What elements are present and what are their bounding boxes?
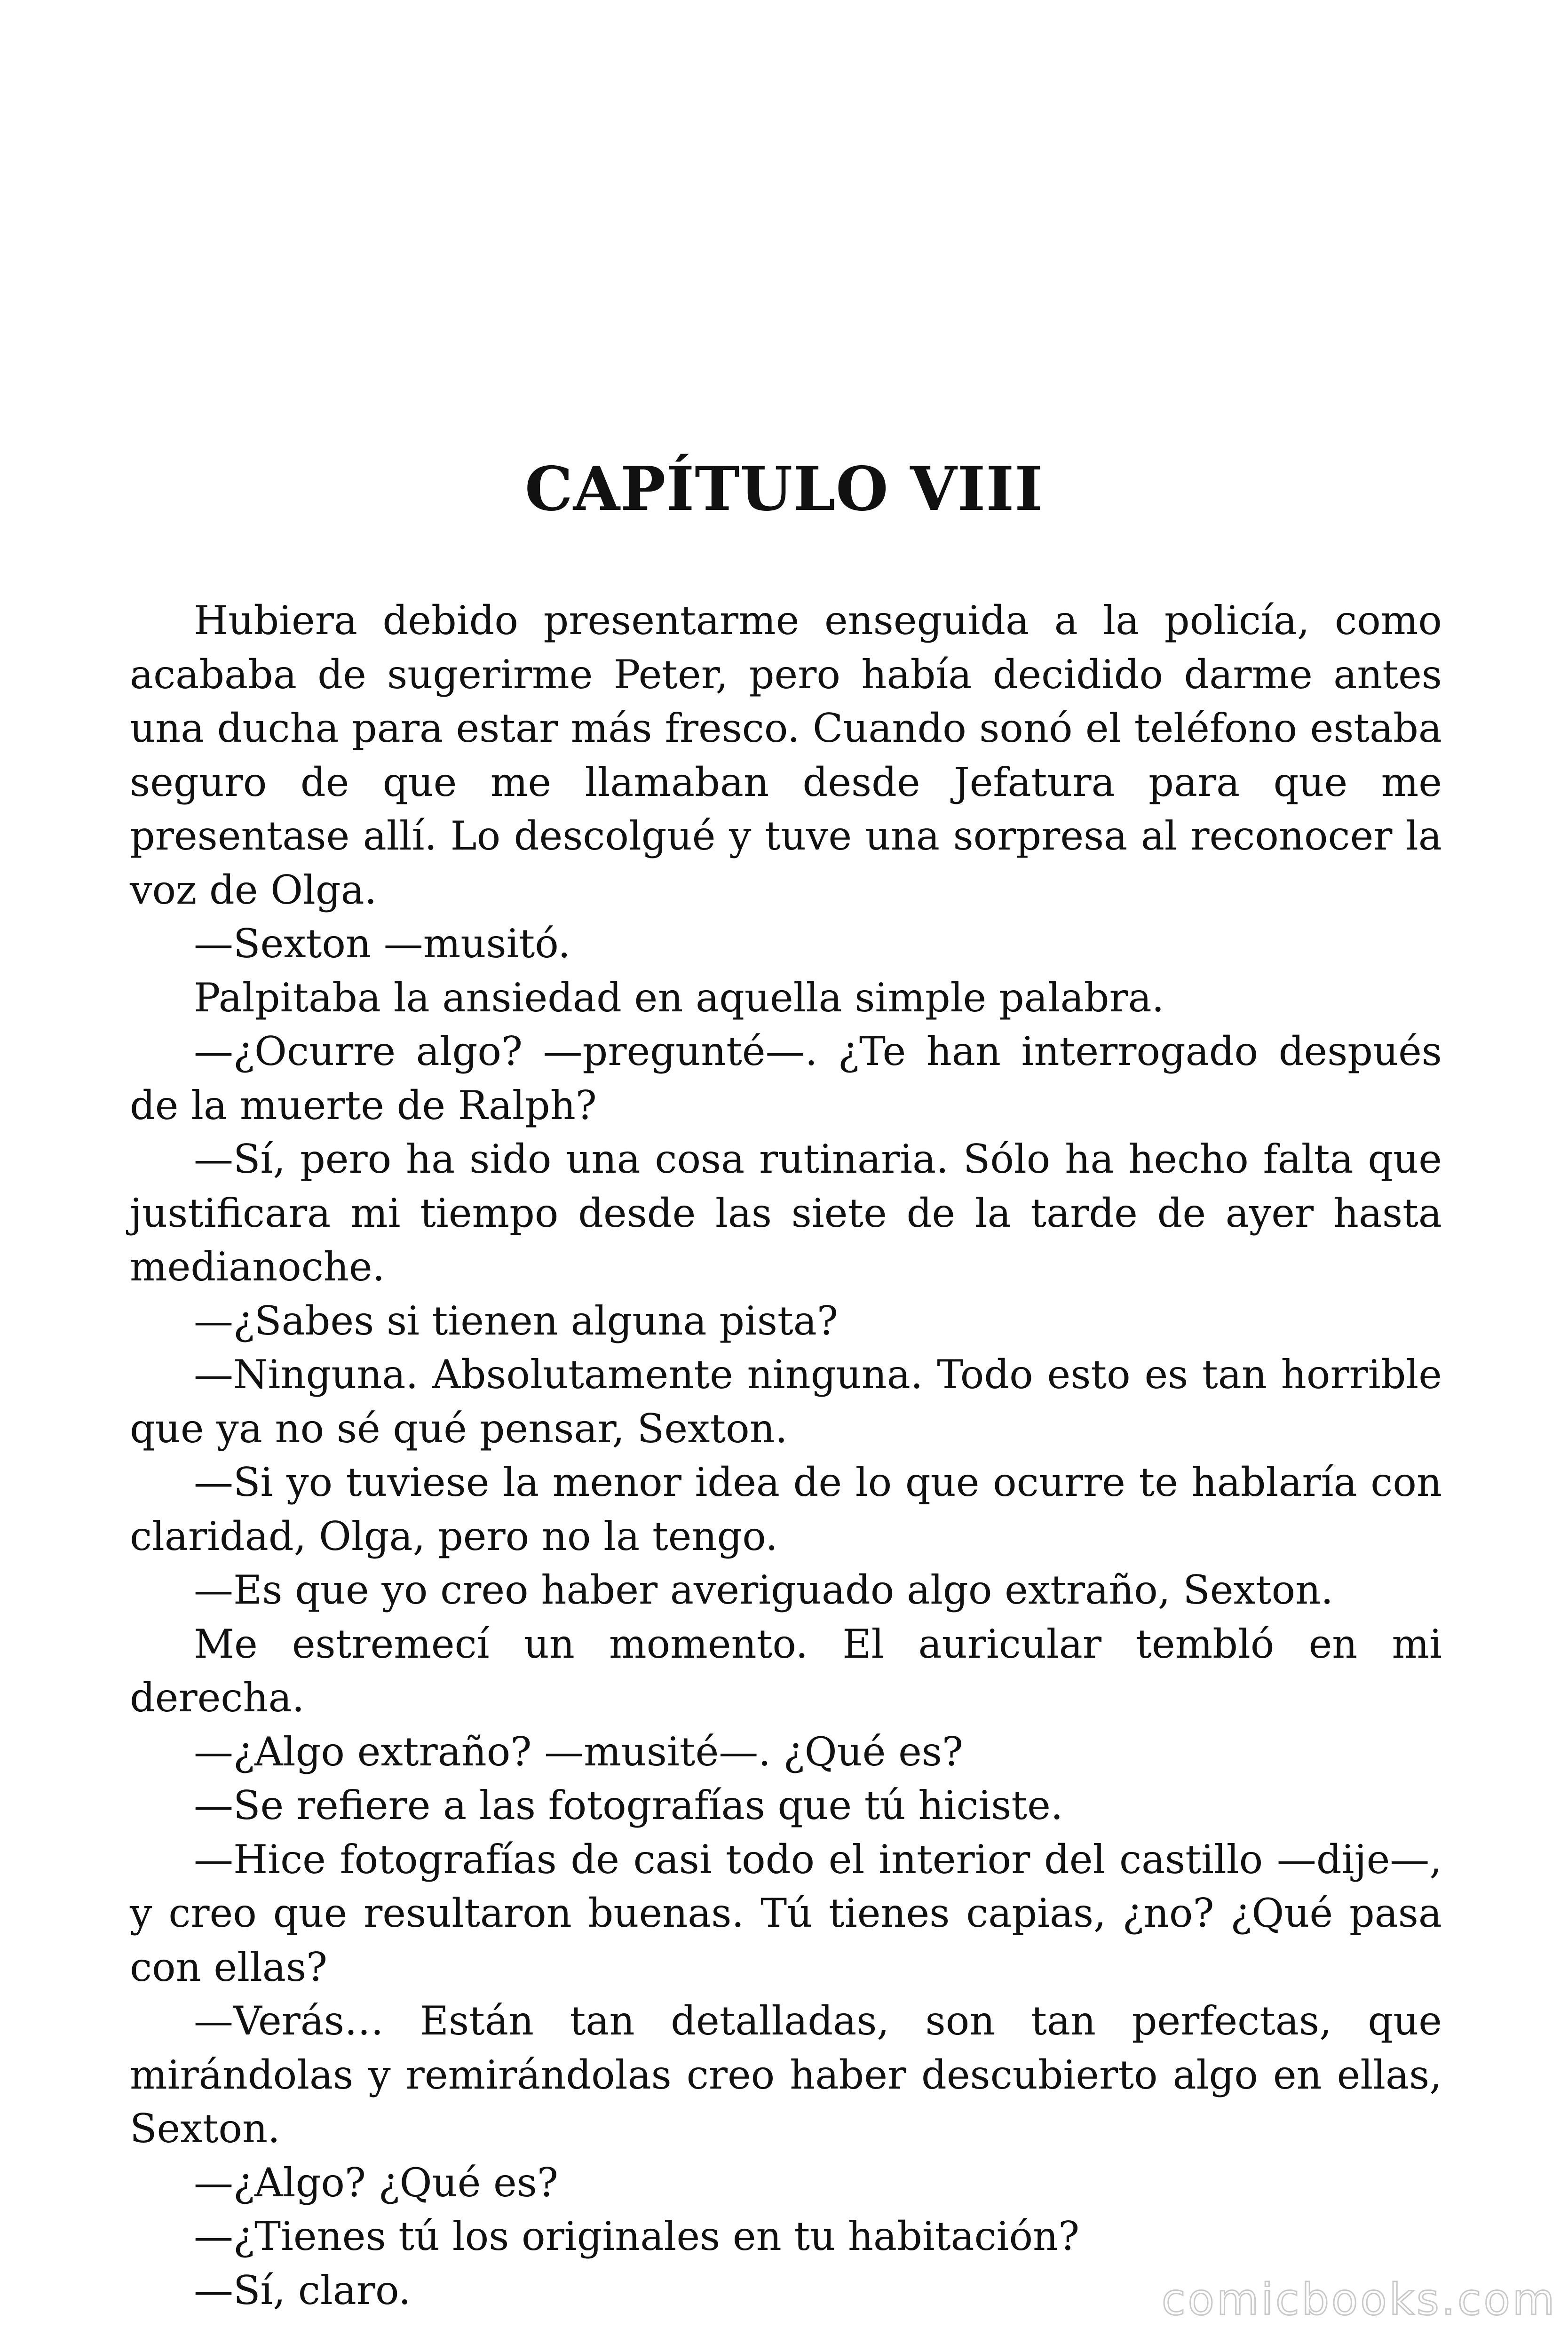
paragraph: —Se refiere a las fotografías que tú hiciste. [194, 1782, 1063, 1828]
paragraph: —Es que yo creo haber averiguado algo extraño, Sexton. [194, 1567, 1333, 1613]
paragraph: Me estremecí un momento. El auricular tembló en mi derecha. [130, 1621, 1442, 1721]
paragraph: —¿Tienes tú los originales en tu habitación? [194, 2213, 1080, 2259]
paragraph: —¿Algo? ¿Qué es? [194, 2159, 558, 2206]
paragraph: —Sí, pero ha sido una cosa rutinaria. Sólo ha hecho falta que justificara mi tiempo desde las siete de la tarde de ayer hasta medianoche. [130, 1136, 1442, 1290]
paragraph: —Si yo tuviese la menor idea de lo que ocurre te hablaría con claridad, Olga, pero no la tengo. [130, 1459, 1442, 1559]
paragraph: —Hice fotografías de casi todo el interior del castillo —dije—, y creo que resultaron buenas. Tú tienes capias, ¿no? ¿Qué pasa con ellas? [130, 1836, 1442, 1990]
paragraph: Hubiera debido presentarme enseguida a la policía, como acababa de sugerirme Peter, pero había decidido darme antes una ducha para estar más fresco. Cuando sonó el teléfono estaba seguro de que me llamaban desde Jefatura para que me presentase allí. Lo descolgué y tuve una sorpresa al reconocer la voz de Olga. [130, 597, 1442, 913]
chapter-body [130, 594, 1442, 2317]
paragraph: —Verás… Están tan detalladas, son tan perfectas, que mirándolas y remirándolas creo haber descubierto algo en ellas, Sexton. [130, 1998, 1442, 2152]
paragraph: —Sí, claro. [194, 2267, 411, 2313]
paragraph: —¿Algo extraño? —musité—. ¿Qué es? [194, 1728, 963, 1775]
paragraph: —Ninguna. Absolutamente ninguna. Todo esto es tan horrible que ya no sé qué pensar, Sexton. [130, 1351, 1442, 1452]
paragraph: —Sexton —musitó. [194, 921, 571, 967]
paragraph: Palpitaba la ansiedad en aquella simple palabra. [194, 974, 1164, 1021]
watermark: comicbooks.com [1162, 2274, 1557, 2325]
paragraph: —¿Sabes si tienen alguna pista? [194, 1297, 838, 1344]
paragraph: —¿Ocurre algo? —pregunté—. ¿Te han interrogado después de la muerte de Ralph? [130, 1028, 1442, 1128]
chapter-title: CAPÍTULO VIII [524, 454, 1044, 524]
